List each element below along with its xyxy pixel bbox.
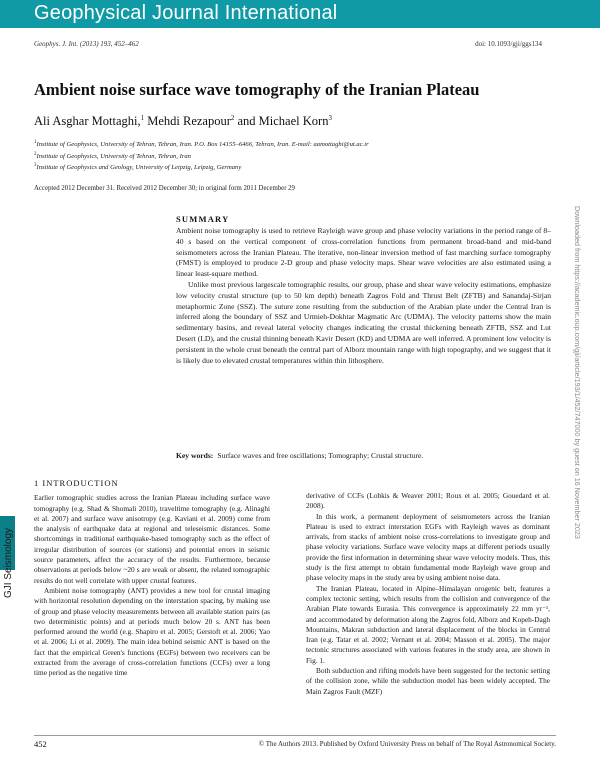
doi[interactable]: doi: 10.1093/gji/ggs134 — [475, 40, 542, 48]
keywords-text: Surface waves and free oscillations; Tomography; Crustal structure. — [217, 451, 424, 460]
intro-heading: 1 INTRODUCTION — [34, 478, 119, 488]
intro-paragraph: The Iranian Plateau, located in Alpine–Himalayan orogenic belt, features a complex tectonic setting, which results from the collision and convergence of the Arabian Plate towards Eurasia. This convergence is approximately 22 mm yr⁻¹, and accommodated by deformation along the Zagros fold, Alborz and Kopeh-Dagh Mountains, Makran subduction and lateral displacement of the blocks in Central Iran (e.g. Tatar et al. 2002; Vernant et al. 2004; Masson et al. 2005). The major tectonic structures associated with various features in the study area, are shown in Fig. 1. — [306, 583, 550, 665]
journal-name: Geophysical Journal International — [34, 2, 338, 24]
affiliations — [34, 138, 554, 173]
summary-body — [176, 226, 551, 366]
affiliation-mark: 2 — [34, 151, 37, 157]
affiliation-mark: 3 — [34, 163, 37, 169]
intro-paragraph: Earlier tomographic studies across the Iranian Plateau including surface wave tomography (e.g. Shad & Shomali 2010), traveltime tomography (e.g. Alinaghi et al. 2007) and surface wave anisotropy (e.g. Kaviani et al. 2009) come from the analysis of earthquake data at regional and teleseismic distances. Some shortcomings in traditional earthquake-based tomography such as the effect of irregular distribution of sources (or stations) and potential errors in seismic source parameters, affect the accuracy of the results. Furthermore, because observations at periods below ~20 s are weak or absent, the related tomographic results do not well correlate with upper crustal features. — [34, 493, 270, 585]
intro-paragraph: Ambient noise tomography (ANT) provides a new tool for crustal imaging with horizontal resolution depending on the interstation spacing, by making use of group and phase velocity measurements between all available station pairs (as two deterministic points) and at periods much below 20 s. ANT has been performed around the world (e.g. Shapiro et al. 2005; Gerstoft et al. 2006; Yao et al. 2006; Li et al. 2009). The main idea behind seismic ANT is based on the fact that the empirical Green's functions (EGFs) between two receivers can be extracted from the average of cross-correlation functions (CCFs) over a long time period as the negative time — [34, 585, 270, 678]
journal-banner — [0, 0, 600, 28]
citation-text: Geophys. J. Int. (2013) 193, 452–462 — [34, 40, 139, 48]
intro-right-column — [306, 491, 550, 697]
article-title: Ambient noise surface wave tomography of the Iranian Plateau — [34, 80, 480, 99]
summary-paragraph: Unlike most previous largescale tomographic results, our group, phase and shear wave velocity estimations, emphasize low velocity crustal structure (up to 50 km depth) beneath Zagros Fold and Thrust Belt (ZFTB) and Sanandaj-Sirjan metaphormic Zone (SSZ). The suture zone resulting from the subduction of the Arabian plate under the Central Iran is inferred along the boundary of SSZ and Urmieh-Dokhtar Magmatic Arc (UDMA). The velocity patterns show the main sedimentary basins, and reveal lateral velocity changes indicating the crustal thickening beneath ZFTB, SSZ and Lut Desert (LD), and the crustal thinning beneath Kavir Desert (KD) and UDMA are well inferred. A prominent low velocity is persistent in the whole crust beneath the central part of Alborz mountain range with high topography, and we suggest that it is likely due to elevated crustal temperatures within thin lithosphere. — [176, 279, 551, 365]
affiliation-text: Institute of Geophysics, University of Tehran, Tehran, Iran — [36, 152, 191, 160]
affiliation — [34, 150, 554, 162]
author-affil-mark: 3 — [328, 114, 332, 122]
dates-line: Accepted 2012 December 31. Received 2012 December 30; in original form 2011 December 29 — [34, 185, 295, 192]
author-affil-mark: 2 — [230, 114, 235, 122]
intro-left-column — [34, 478, 270, 679]
author-name: Mehdi Rezapour — [147, 114, 231, 129]
intro-paragraph: In this work, a permanent deployment of seismometers across the Iranian Plateau is used to extract interstation EGFs with Rayleigh waves as dominant arrivals, from stacks of ambient noise cross-correlations to investigate group and phase velocity variations. Surface wave velocity maps at different periods usually provide the first information in determining shear wave velocity models. Thus, this study is the first attempt to obtain fundamental mode Rayleigh wave group and phase velocity maps in the study area by using ambient noise data. — [306, 511, 550, 583]
affiliation — [34, 138, 554, 150]
author-name: and Michael Korn — [237, 114, 329, 129]
keywords-label: Key words: — [176, 451, 214, 460]
affiliation-mark: 1 — [34, 140, 37, 145]
affiliation — [34, 161, 554, 173]
copyright-line: © The Authors 2013. Published by Oxford University Press on behalf of The Royal Astronomical Society. — [258, 740, 556, 748]
summary-paragraph: Ambient noise tomography is used to retrieve Rayleigh wave group and phase velocity variations in the period range of 8–40 s based on the vertical component of cross-correlation functions from permanent broad-band and mid-band seismometers across the Iranian Plateau. The iterative, non-linear inversion method of fast marching surface tomography (FMST) is employed to produce 2-D group and phase velocity maps. Shear wave velocities are also estimated using a linear least-square method. — [176, 226, 551, 279]
affiliation-text: Institute of Geophysics, University of Tehran, Tehran, Iran. P.O. Box 14155–6466, Tehran, Iran. E-mail: aamottaghi@ut.ac.ir — [36, 141, 369, 149]
affiliation-text: Institute of Geophysics and Geology, University of Leipzig, Leipzig, Germany — [36, 164, 242, 172]
author-list — [34, 114, 332, 129]
intro-paragraph: derivative of CCFs (Lobkis & Weaver 2001; Roux et al. 2005; Gouedard et al. 2008). — [306, 491, 550, 511]
summary-heading: SUMMARY — [176, 214, 230, 224]
author-affil-mark: 1 — [140, 114, 145, 122]
page-number: 452 — [34, 739, 47, 749]
footer-divider — [34, 735, 556, 736]
author-name: Ali Asghar Mottaghi, — [34, 114, 141, 129]
citation — [34, 40, 139, 48]
download-watermark: Downloaded from https://academic.oup.com/gji/article/193/1/452/747000 by guest on 16 November 2023 — [573, 206, 582, 539]
section-side-label: GJI Seismology — [3, 527, 14, 598]
intro-paragraph: Both subduction and rifting models have been suggested for the tectonic setting of the collision zone, while the subduction model has been widely accepted. The Main Zagros Fault (MZF) — [306, 666, 550, 696]
keywords — [176, 451, 551, 460]
